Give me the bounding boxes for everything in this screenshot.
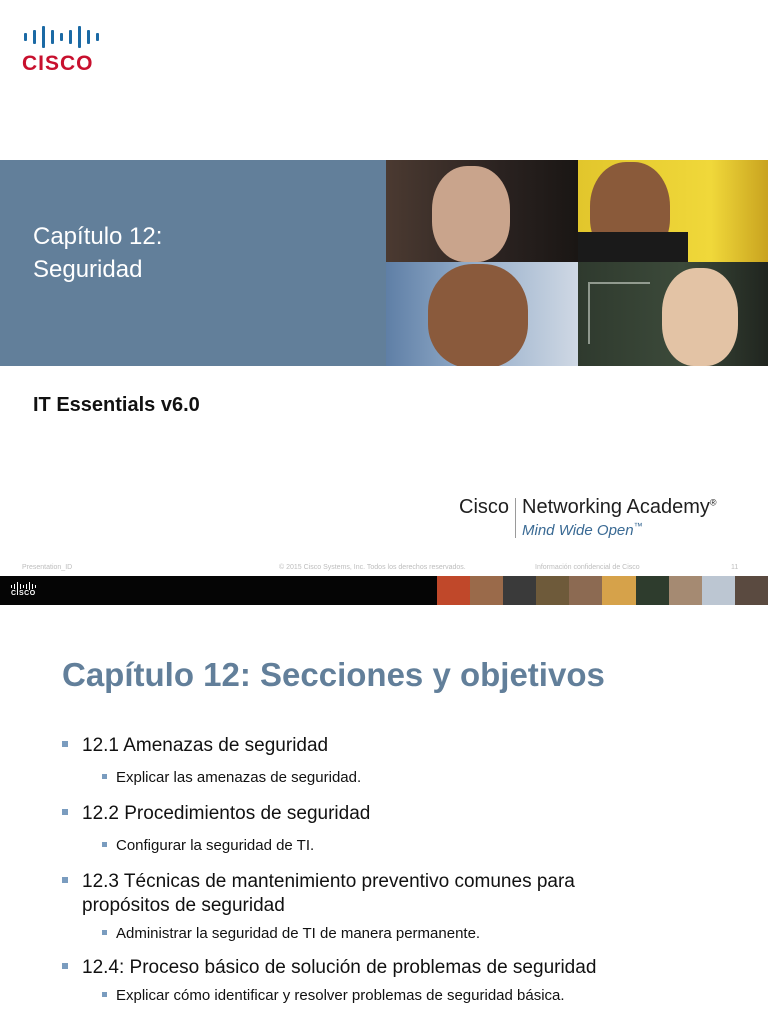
header-bar xyxy=(0,576,768,605)
objective-text: Explicar las amenazas de seguridad. xyxy=(116,769,362,786)
section-label: 12.4: Proceso básico de solución de problemas de seguridad xyxy=(82,957,597,978)
bullet-square-icon xyxy=(102,930,107,935)
chapter-title-line2: Seguridad xyxy=(33,256,143,283)
trademark-mark: ™ xyxy=(633,521,643,531)
strip-photo-4 xyxy=(536,576,569,605)
section-12-4 xyxy=(62,956,742,1006)
registered-mark: ® xyxy=(709,497,717,508)
content-slide xyxy=(0,576,768,1024)
bullet-square-icon xyxy=(62,809,68,815)
strip-photo-7 xyxy=(636,576,669,605)
strip-photo-8 xyxy=(669,576,702,605)
cisco-logo xyxy=(22,24,122,78)
footer-presentation-id: Presentation_ID xyxy=(22,564,73,571)
course-name: IT Essentials v6.0 xyxy=(33,394,200,416)
slide-title: Capítulo 12: Secciones y objetivos xyxy=(62,656,605,693)
chapter-title xyxy=(33,220,162,286)
cisco-mini-logo xyxy=(11,582,45,600)
student-photo-1 xyxy=(386,160,578,262)
section-12-2 xyxy=(62,802,742,856)
bullet-square-icon xyxy=(62,741,68,747)
student-photo-3 xyxy=(386,262,578,366)
networking-academy-logo xyxy=(459,496,749,542)
student-photo-2 xyxy=(578,160,768,262)
objectives-list xyxy=(62,734,742,1006)
header-photo-strip xyxy=(437,576,768,605)
cisco-bridge-icon xyxy=(11,582,45,590)
section-12-3 xyxy=(62,870,742,944)
chapter-title-line1: Capítulo 12: xyxy=(33,223,163,250)
objective-item xyxy=(102,924,742,944)
strip-photo-6 xyxy=(602,576,635,605)
objective-text: Configurar la seguridad de TI. xyxy=(116,837,315,854)
objective-text: Administrar la seguridad de TI de manera permanente. xyxy=(116,925,481,942)
academy-name: Networking Academy xyxy=(522,496,710,518)
cisco-mini-wordmark: CISCO xyxy=(11,590,36,597)
objective-text: Explicar cómo identificar y resolver problemas de seguridad básica. xyxy=(116,987,565,1004)
footer-confidential: Información confidencial de Cisco xyxy=(535,564,640,571)
objective-item xyxy=(102,836,742,856)
strip-photo-9 xyxy=(702,576,735,605)
student-photo-4 xyxy=(578,262,768,366)
academy-tagline: Mind Wide Open xyxy=(522,522,634,539)
slide-footer xyxy=(0,562,768,576)
section-label: 12.3 Técnicas de mantenimiento preventivo comunes para propósitos de seguridad xyxy=(82,871,575,916)
bullet-square-icon xyxy=(102,992,107,997)
bullet-square-icon xyxy=(62,963,68,969)
cisco-wordmark: CISCO xyxy=(22,52,94,75)
section-label: 12.1 Amenazas de seguridad xyxy=(82,735,329,756)
strip-photo-2 xyxy=(470,576,503,605)
section-12-1 xyxy=(62,734,742,788)
objective-item xyxy=(102,768,742,788)
bullet-square-icon xyxy=(102,842,107,847)
cisco-bridge-icon xyxy=(22,24,122,50)
footer-copyright: © 2015 Cisco Systems, Inc. Todos los derechos reservados. xyxy=(279,564,466,571)
bullet-square-icon xyxy=(102,774,107,779)
logo-divider xyxy=(515,498,516,538)
bullet-square-icon xyxy=(62,877,68,883)
footer-page-number: 11 xyxy=(731,564,739,571)
strip-photo-10 xyxy=(735,576,768,605)
strip-photo-1 xyxy=(437,576,470,605)
strip-photo-3 xyxy=(503,576,536,605)
strip-photo-5 xyxy=(569,576,602,605)
photo-collage xyxy=(386,160,768,366)
objective-item xyxy=(102,986,742,1006)
section-label: 12.2 Procedimientos de seguridad xyxy=(82,803,371,824)
title-band xyxy=(0,160,386,366)
academy-brand: Cisco xyxy=(459,496,510,518)
